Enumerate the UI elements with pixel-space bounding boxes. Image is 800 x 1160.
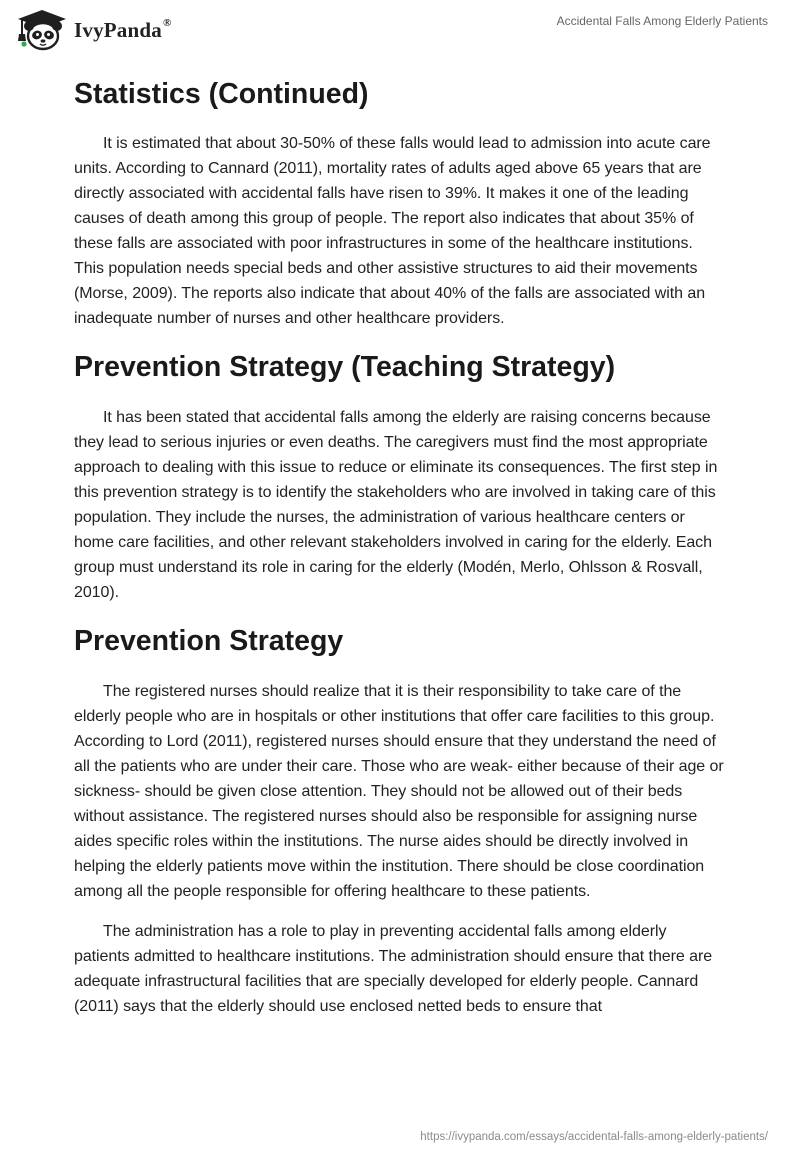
- heading-prevention-strategy: Prevention Strategy: [74, 625, 344, 657]
- paragraph-registered-nurses: The registered nurses should realize that it is their responsibility to take care of the elderly people who are in hospitals or other institutions that offer care facilities to this group. According to Lord (2011), registered nurses should ensure that they understand the need of all the patients who are under their care. Those who are weak- either because of their age or sickness- should be given close attention. They should not be allowed out of their beds without assistance. The registered nurses should also be responsible for assigning nurse aides specific roles within the institutions. The nurse aides should be directly involved in helping the elderly patients move within the institution. There should be close coordination among all the people responsible for offering healthcare to these patients.: [74, 683, 724, 900]
- logo-registered-mark: ®: [162, 16, 172, 29]
- logo-text: IvyPanda: [74, 17, 162, 42]
- paragraph-statistics: It is estimated that about 30-50% of these falls would lead to admission into acute care units. According to Cannard (2011), mortality rates of adults aged above 65 years that are directly associated with accidental falls have risen to 39%. It makes it one of the leading causes of death among this group of people. The report also indicates that about 35% of these falls are associated with poor infrastructures in some of the healthcare institutions. This population needs special beds and other assistive structures to aid their movements (Morse, 2009). The reports also indicate that about 40% of the falls are associated with an inadequate number of nurses and other healthcare providers.: [74, 135, 711, 327]
- source-url[interactable]: https://ivypanda.com/essays/accidental-falls-among-elderly-patients/: [420, 1131, 768, 1143]
- paragraph-administration: The administration has a role to play in preventing accidental falls among elderly patients admitted to healthcare institutions. The administration should ensure that there are adequate infrastructural facilities that are specially developed for elderly people. Cannard (2011) says that the elderly should use enclosed netted beds to ensure that: [74, 923, 713, 1015]
- page-header: [0, 0, 800, 60]
- panda-graduate-logo-icon: [14, 8, 70, 52]
- logo-wordmark: [74, 18, 171, 43]
- heading-statistics-continued: Statistics (Continued): [74, 78, 369, 110]
- essay-content: [74, 70, 726, 1019]
- document-title: Accidental Falls Among Elderly Patients: [556, 14, 768, 28]
- paragraph-teaching-strategy: It has been stated that accidental falls among the elderly are raising concerns because they lead to serious injuries or even deaths. The caregivers must find the most appropriate approach to dealing with this issue to reduce or eliminate its consequences. The first step in this prevention strategy is to identify the stakeholders who are involved in taking care of this population. They include the nurses, the administration of various healthcare centers or home care facilities, and other relevant stakeholders involved in caring for the elderly. Each group must understand its role in caring for the elderly (Modén, Merlo, Ohlsson & Rosvall, 2010).: [74, 409, 718, 601]
- ivypanda-logo[interactable]: [14, 8, 171, 52]
- heading-prevention-teaching-strategy: Prevention Strategy (Teaching Strategy): [74, 351, 616, 383]
